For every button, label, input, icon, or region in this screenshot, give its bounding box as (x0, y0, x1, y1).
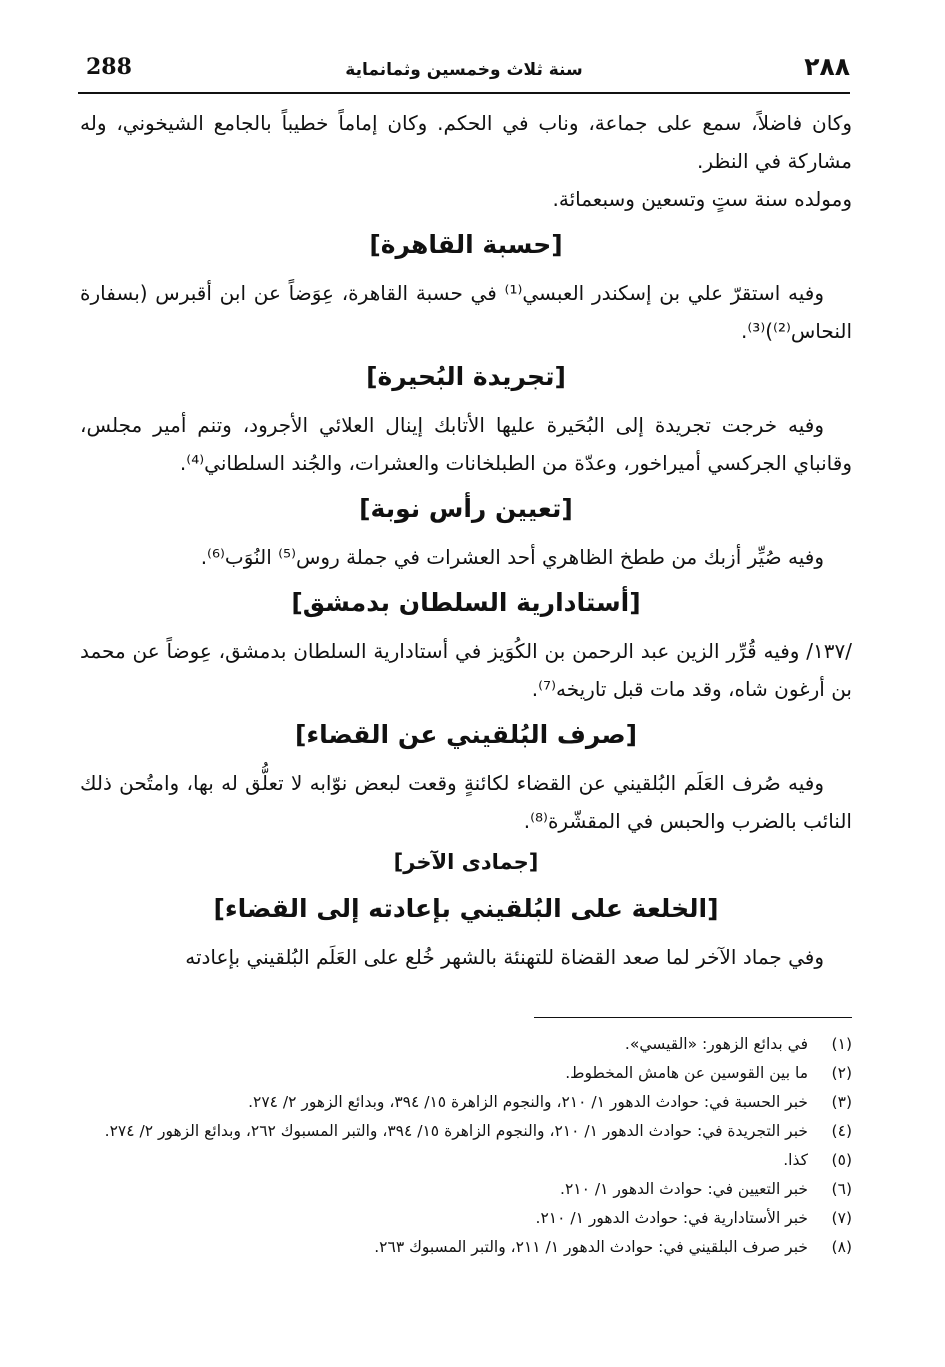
footnote-item (80, 1059, 852, 1088)
footnotes (80, 1030, 852, 1262)
paragraph: ومولده سنة ستٍ وتسعين وسبعمائة. (552, 187, 852, 211)
running-title: سنة ثلاث وخمسين وثمانماية (345, 60, 583, 80)
month-heading: [جمادى الآخر] (393, 850, 539, 874)
paragraph: وكان فاضلاً، سمع على جماعة، وناب في الحكم. وكان إماماً خطيباً بالجامع الشيخوني، وله مشاركة في النظر. (80, 111, 852, 173)
section-heading: [تعيين رأس نوبة] (359, 494, 573, 523)
section-heading: [أستادارية السلطان بدمشق] (291, 588, 641, 617)
paragraph: وفيه خرجت تجريدة إلى البُحَيرة عليها الأتابك إينال العلائي الأجرود، وتنم أمير مجلس، وقانباي الجركسي أميراخور، وعدّة من الطبلخانات والعشرات، والجُند السلطاني⁽⁴⁾. (80, 413, 852, 475)
footnote-number: (١) (831, 1035, 852, 1053)
main-text (80, 104, 852, 976)
footnote-separator (534, 1017, 852, 1018)
footnote-item (80, 1117, 852, 1146)
footnote-text: خبر الحسبة في: حوادث الدهور ١/ ٢١٠، والنجوم الزاهرة ١٥/ ٣٩٤، وبدائع الزهور ٢/ ٢٧٤. (248, 1093, 808, 1111)
paragraph: وفيه استقرّ علي بن إسكندر العبسي⁽¹⁾ في حسبة القاهرة، عِوَضاً عن ابن أقبرس (بسفارة النحاس⁽²⁾)⁽³⁾. (80, 281, 852, 343)
footnote-item (80, 1175, 852, 1204)
footnote-text: في بدائع الزهور: «القيسي». (624, 1035, 808, 1053)
footnote-number: (٥) (831, 1151, 852, 1169)
running-header (78, 52, 850, 94)
footnote-text: كذا. (783, 1151, 808, 1169)
section-heading: [صرف البُلقيني عن القضاء] (294, 720, 638, 749)
footnote-item (80, 1030, 852, 1059)
footnote-item (80, 1204, 852, 1233)
footnote-text: خبر صرف البلقيني في: حوادث الدهور ١/ ٢١١، والتبر المسبوك ٢٦٣. (374, 1238, 808, 1256)
footnote-number: (٧) (831, 1209, 852, 1227)
paragraph: وفيه صُيِّر أزبك من ططخ الظاهري أحد العشرات في جملة روس⁽⁵⁾ النُوَب⁽⁶⁾. (200, 545, 824, 569)
footnote-text: خبر الأستادارية في: حوادث الدهور ١/ ٢١٠. (535, 1209, 808, 1227)
footnote-text: خبر التعيين في: حوادث الدهور ١/ ٢١٠. (560, 1180, 808, 1198)
section-heading: [حسبة القاهرة] (369, 230, 563, 259)
footnote-number: (٣) (831, 1093, 852, 1111)
section-heading: [تجريدة البُحيرة] (366, 362, 566, 391)
footnote-text: ما بين القوسين عن هامش المخطوط. (565, 1064, 808, 1082)
paragraph: وفيه صُرف العَلَم البُلقيني عن القضاء لكائنةٍ وقعت لبعض نوّابه لا تعلُّق له بها، وامتُحن ذلك النائب بالضرب والحبس في المقشّرة⁽⁸⁾. (80, 771, 852, 833)
footnote-item (80, 1146, 852, 1175)
footnote-text: خبر التجريدة في: حوادث الدهور ١/ ٢١٠، والنجوم الزاهرة ١٥/ ٣٩٤، والتبر المسبوك ٢٦٢، وبدائع الزهور ٢/ ٢٧٤. (104, 1122, 808, 1140)
footnote-number: (٢) (831, 1064, 852, 1082)
section-heading: [الخلعة على البُلقيني بإعادته إلى القضاء] (213, 894, 719, 923)
footnote-number: (٤) (831, 1122, 852, 1140)
footnote-number: (٨) (831, 1238, 852, 1256)
footnote-item (80, 1088, 852, 1117)
page-number-latin: 288 (86, 54, 132, 80)
paragraph: وفي جماد الآخر لما صعد القضاة للتهنئة بالشهر خُلع على العَلَم البُلقيني بإعادته (185, 945, 824, 969)
paragraph: /١٣٧/ وفيه قُرِّر الزين عبد الرحمن بن الكُوَيز في أستادارية السلطان بدمشق، عِوضاً عن محمد بن أرغون شاه، وقد مات قبل تاريخه⁽⁷⁾. (80, 639, 852, 701)
page-number-arabic: ٢٨٨ (804, 52, 850, 81)
footnote-item (80, 1233, 852, 1262)
footnote-number: (٦) (831, 1180, 852, 1198)
